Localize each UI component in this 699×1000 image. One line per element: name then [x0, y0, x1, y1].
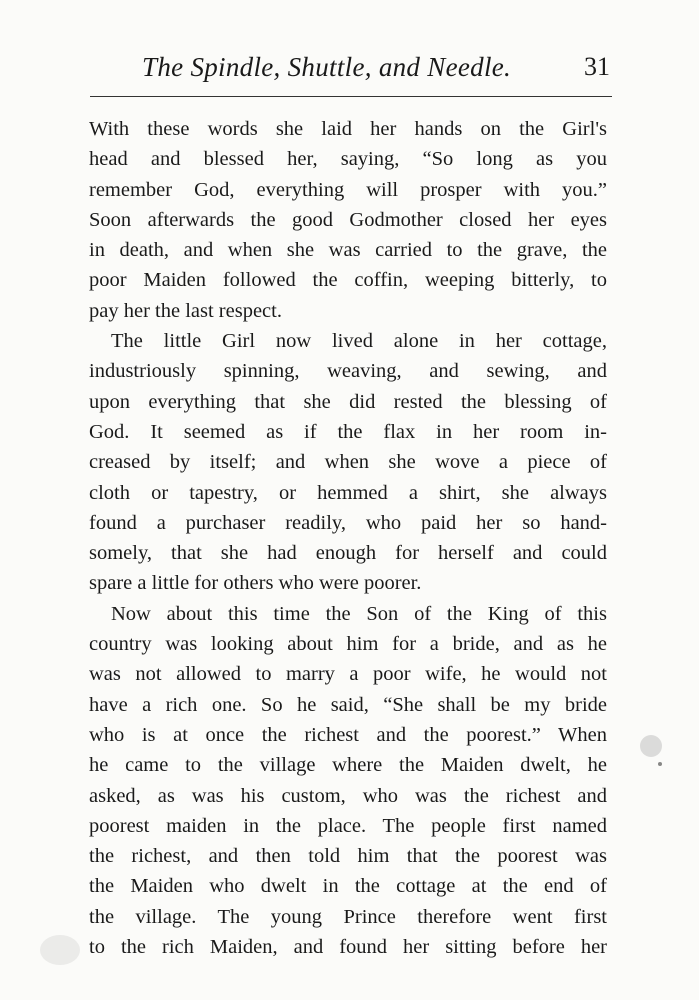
text-line: have a rich one. So he said, “She shall be my bride: [89, 693, 607, 716]
text-line: in death, and when she was carried to the grave, the: [89, 239, 607, 262]
text-line: remember God, everything will prosper with you.”: [89, 178, 607, 201]
text-line: The little Girl now lived alone in her cottage,: [111, 330, 607, 353]
text-line: somely, that she had enough for herself and could: [89, 542, 607, 565]
text-line: was not allowed to marry a poor wife, he would not: [89, 663, 607, 686]
paper-speck: [640, 735, 662, 757]
text-line: upon everything that she did rested the blessing of: [89, 390, 607, 413]
body-text: [89, 114, 607, 962]
text-line: God. It seemed as if the flax in her room in-: [89, 420, 607, 443]
text-line: the richest, and then told him that the poorest was: [89, 845, 607, 868]
running-title: The Spindle, Shuttle, and Needle.: [142, 52, 512, 82]
text-line: asked, as was his custom, who was the richest and: [89, 784, 607, 807]
text-line: the Maiden who dwelt in the cottage at the end of: [89, 875, 607, 898]
text-line: country was looking about him for a bride, and as he: [89, 633, 607, 656]
text-line: spare a little for others who were poorer.: [89, 572, 422, 595]
text-line: Soon afterwards the good Godmother closed her eyes: [89, 208, 607, 231]
text-line: head and blessed her, saying, “So long as you: [89, 148, 607, 171]
text-line: who is at once the richest and the poorest.” When: [89, 723, 607, 746]
text-line: the village. The young Prince therefore went first: [89, 905, 607, 928]
running-head: [90, 52, 610, 92]
text-line: found a purchaser readily, who paid her so hand-: [89, 511, 607, 534]
text-line: to the rich Maiden, and found her sitting before her: [89, 936, 607, 959]
text-line: poorest maiden in the place. The people first named: [89, 814, 607, 837]
header-rule: [90, 96, 612, 97]
text-line: Now about this time the Son of the King of this: [111, 602, 607, 625]
text-line: industriously spinning, weaving, and sewing, and: [89, 360, 607, 383]
page-number: 31: [584, 52, 610, 81]
text-line: pay her the last respect.: [89, 299, 282, 322]
text-line: cloth or tapestry, or hemmed a shirt, she always: [89, 481, 607, 504]
text-line: creased by itself; and when she wove a piece of: [89, 451, 607, 474]
text-line: he came to the village where the Maiden dwelt, he: [89, 754, 607, 777]
paper-speck: [658, 762, 662, 766]
paper-speck: [40, 935, 80, 965]
text-line: With these words she laid her hands on the Girl's: [89, 118, 607, 140]
text-line: poor Maiden followed the coffin, weeping bitterly, to: [89, 269, 607, 292]
